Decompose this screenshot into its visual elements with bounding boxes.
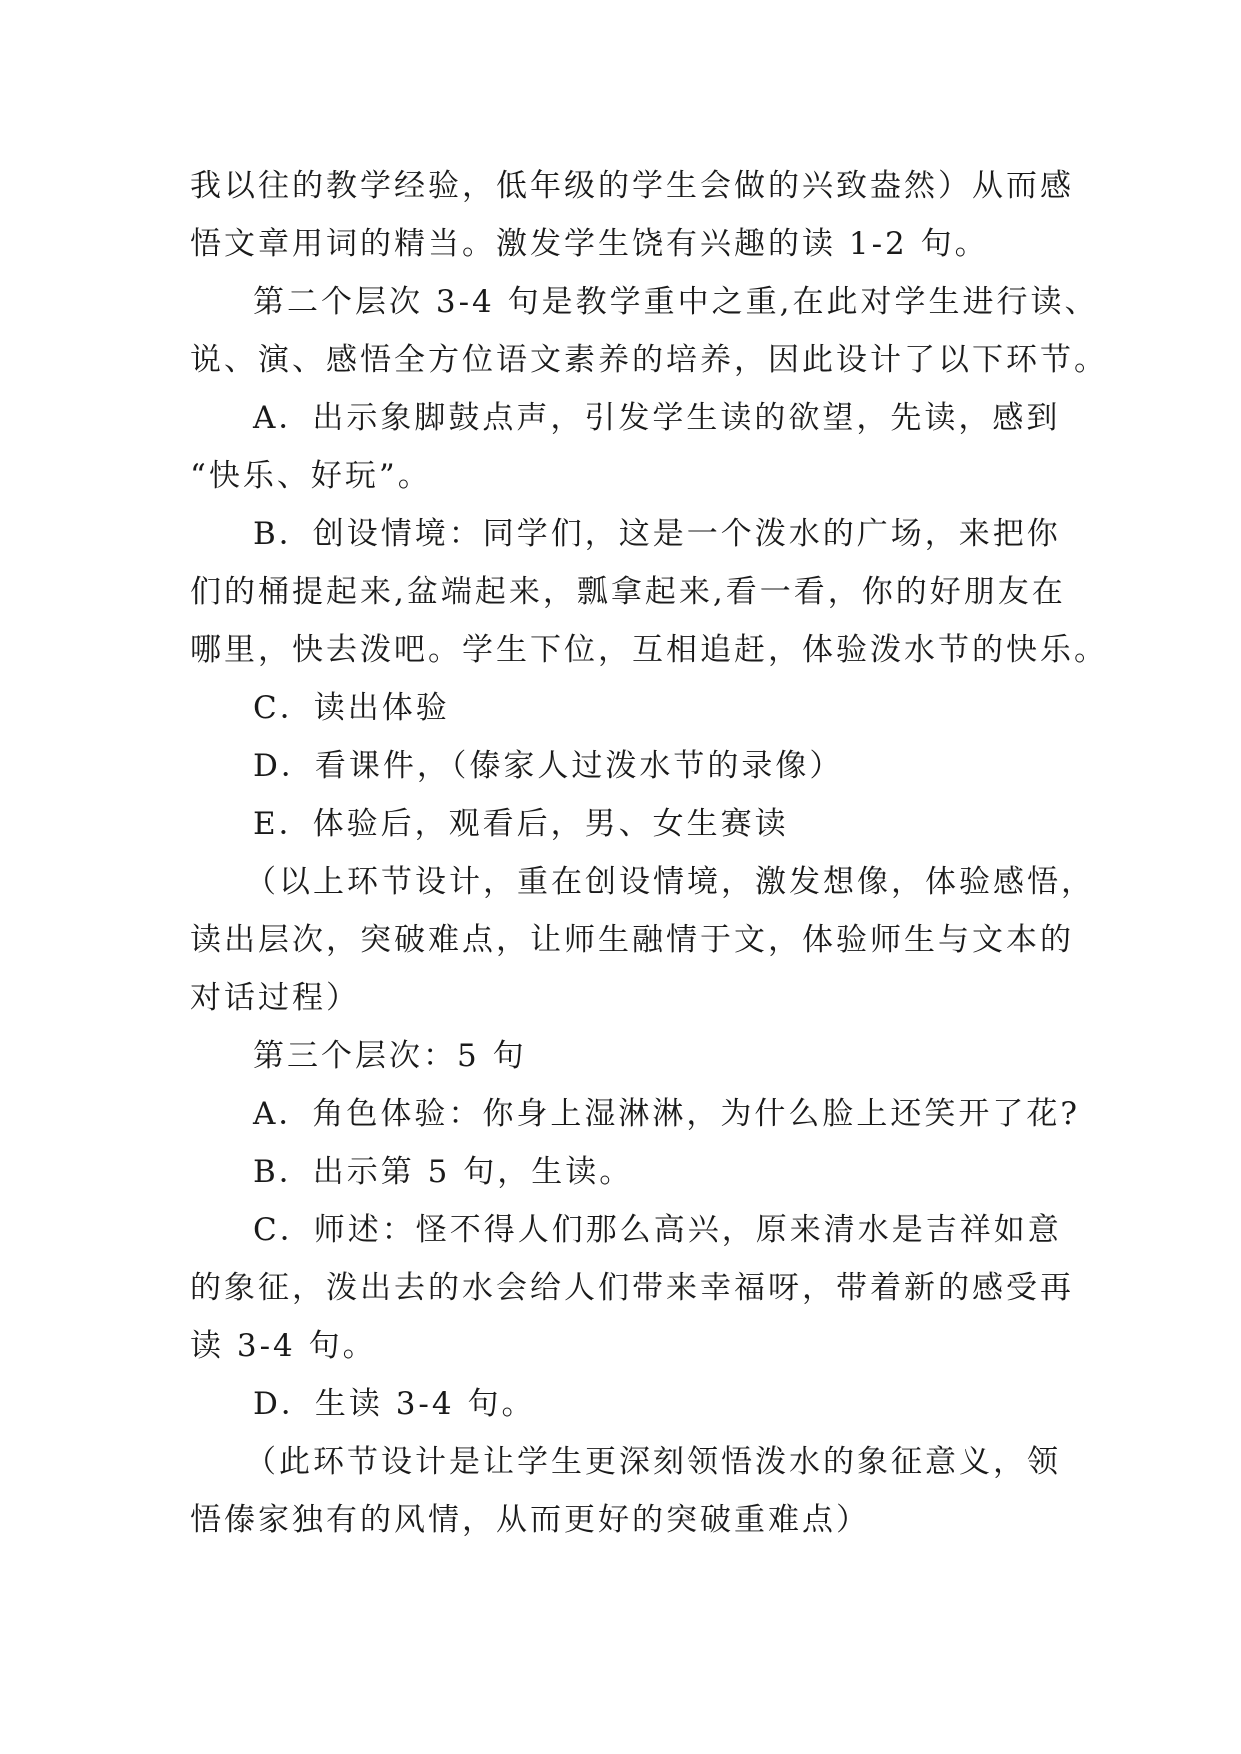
paragraph-line: C．师述：怪不得人们那么高兴，原来清水是吉祥如意: [253, 1212, 1062, 1248]
paragraph-line: E．体验后，观看后，男、女生赛读: [253, 806, 789, 842]
paragraph-line: 说、演、感悟全方位语文素养的培养，因此设计了以下环节。: [190, 342, 1108, 378]
paragraph-line: 读出层次，突破难点，让师生融情于文，体验师生与文本的: [190, 922, 1074, 958]
paragraph-line: 的象征，泼出去的水会给人们带来幸福呀，带着新的感受再: [190, 1270, 1074, 1306]
paragraph-line: （以上环节设计，重在创设情境，激发想像，体验感悟，: [245, 864, 1095, 900]
paragraph-line: 哪里，快去泼吧。学生下位，互相追赶，体验泼水节的快乐。: [190, 632, 1108, 668]
paragraph-line: A．出示象脚鼓点声，引发学生读的欲望，先读，感到: [253, 400, 1061, 436]
paragraph-line: 悟文章用词的精当。激发学生饶有兴趣的读 1-2 句。: [190, 226, 989, 262]
paragraph-line: 我以往的教学经验，低年级的学生会做的兴致盎然）从而感: [190, 168, 1074, 204]
paragraph-line: B．出示第 5 句，生读。: [253, 1154, 634, 1190]
paragraph-line: C．读出体验: [253, 690, 450, 726]
paragraph-line: 悟傣家独有的风情，从而更好的突破重难点）: [190, 1502, 870, 1538]
paragraph-line: 第二个层次 3-4 句是教学重中之重,在此对学生进行读、: [253, 284, 1099, 320]
paragraph-line: （此环节设计是让学生更深刻领悟泼水的象征意义，领: [245, 1444, 1061, 1480]
paragraph-line: 们的桶提起来,盆端起来，瓢拿起来,看一看，你的好朋友在: [190, 574, 1066, 610]
paragraph-line: 读 3-4 句。: [190, 1328, 377, 1364]
paragraph-line: A．角色体验：你身上湿淋淋，为什么脸上还笑开了花?: [253, 1096, 1081, 1132]
paragraph-line: D．生读 3-4 句。: [253, 1386, 536, 1422]
paragraph-line: 对话过程）: [190, 980, 360, 1016]
paragraph-line: D．看课件，（傣家人过泼水节的录像）: [253, 748, 844, 784]
paragraph-line: “快乐、好玩”。: [190, 458, 432, 494]
paragraph-line: B．创设情境：同学们，这是一个泼水的广场，来把你: [253, 516, 1061, 552]
paragraph-line: 第三个层次：5 句: [253, 1038, 527, 1074]
